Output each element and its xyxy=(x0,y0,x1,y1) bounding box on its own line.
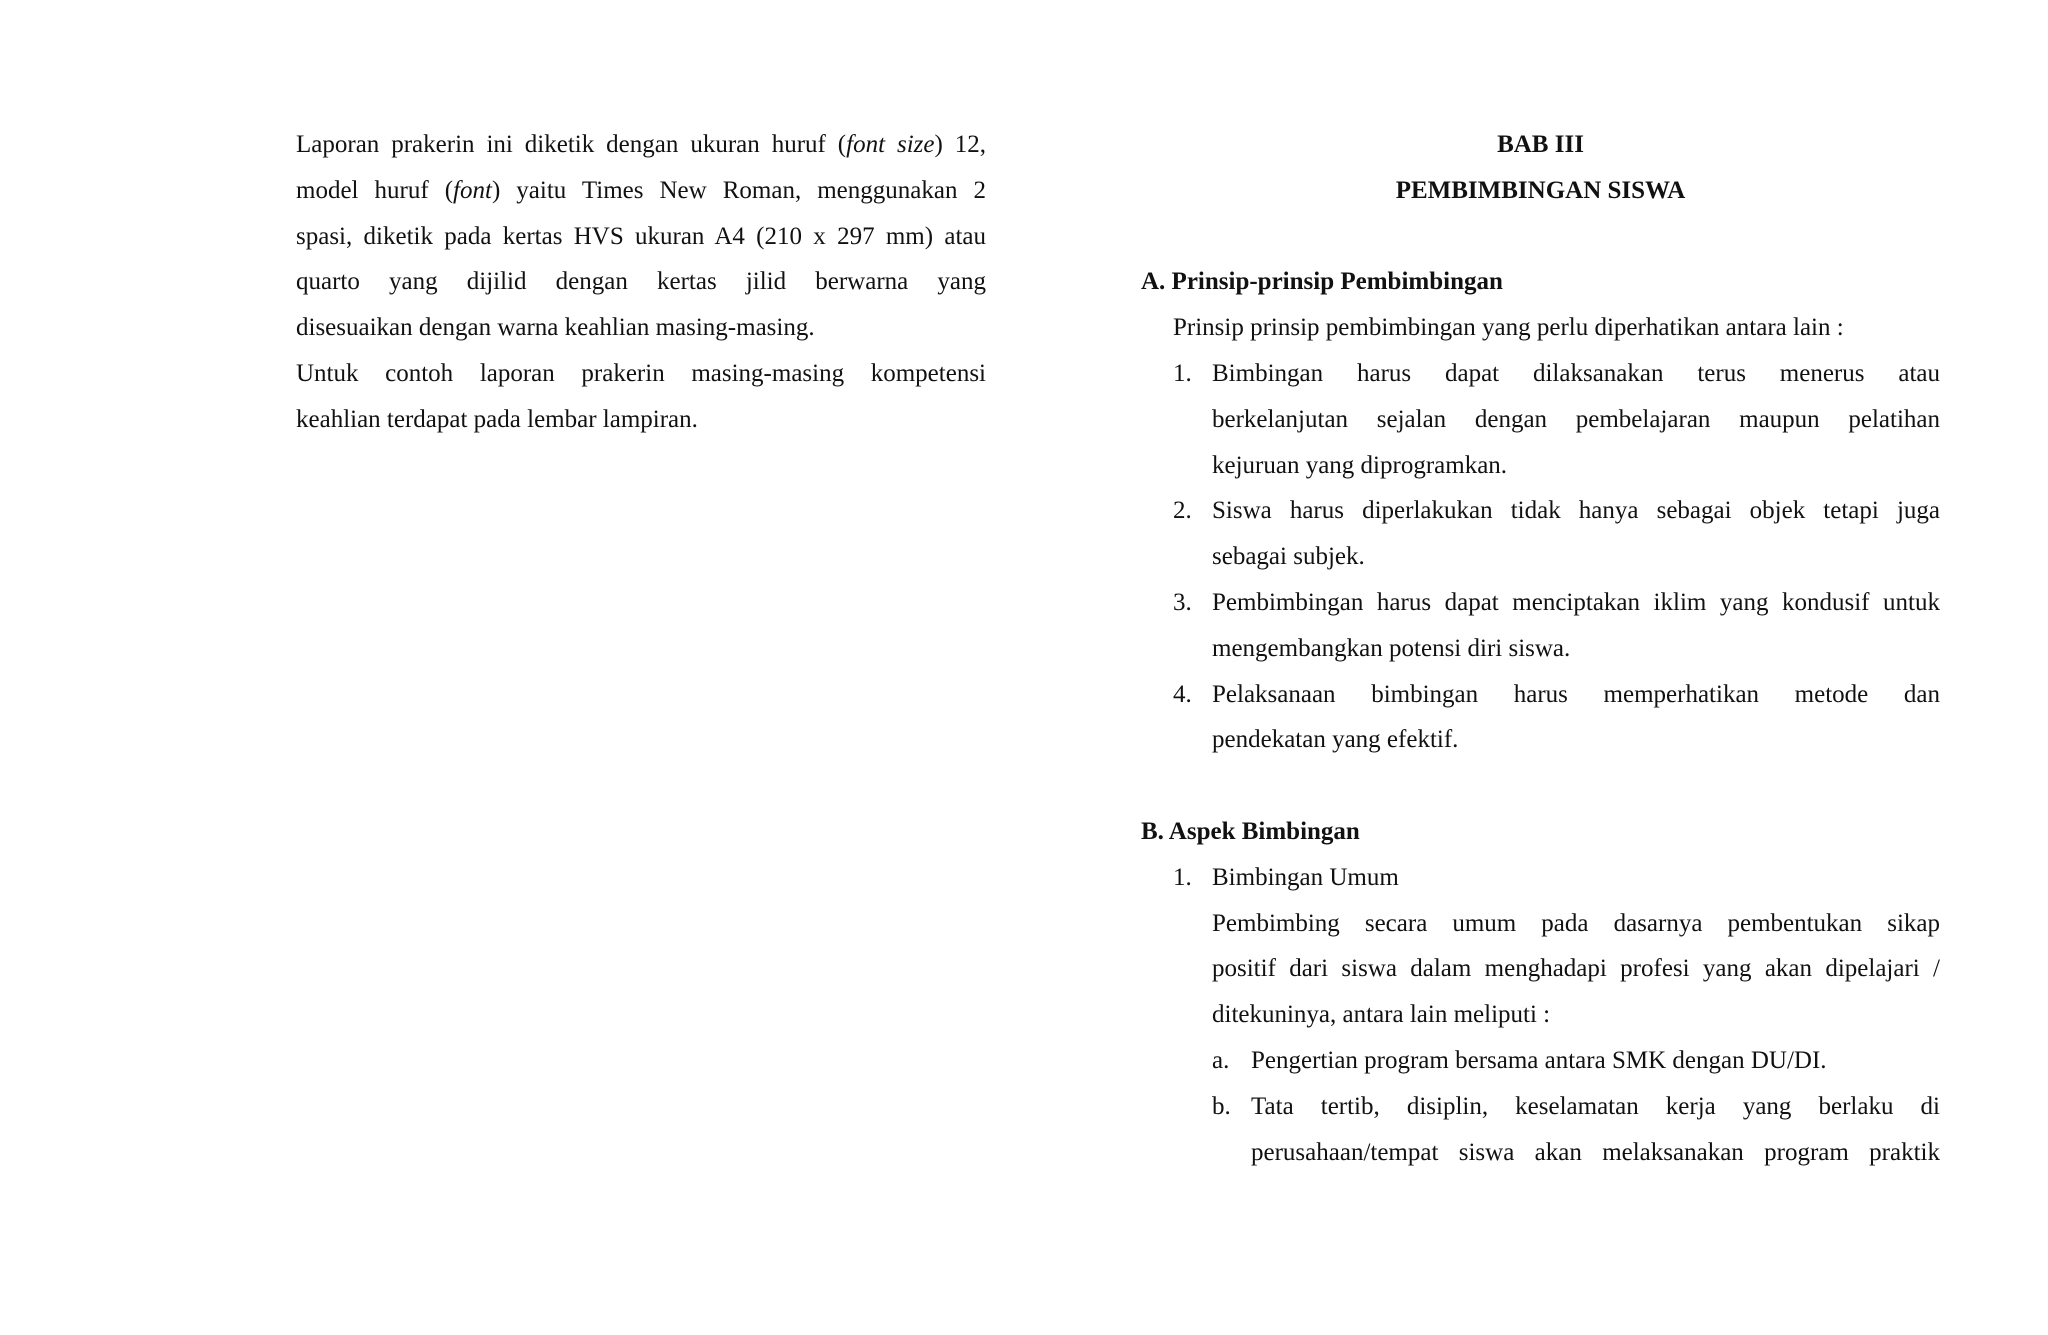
list-number: 2. xyxy=(1173,497,1192,525)
list-item xyxy=(1141,488,1940,580)
paragraph-bimbingan-umum xyxy=(1212,901,1940,1038)
list-item xyxy=(1141,351,1940,488)
list-item-title: Bimbingan Umum xyxy=(1212,863,1399,891)
list-item xyxy=(1141,580,1940,672)
section-heading-a: A. Prinsip-prinsip Pembimbingan xyxy=(1141,268,1503,296)
text-line: perusahaan/tempat siswa akan melaksanakan program praktik xyxy=(1251,1138,1940,1166)
text-line: Bimbingan harus dapat dilaksanakan terus menerus atau xyxy=(1212,359,1940,387)
text-line: sebagai subjek. xyxy=(1212,543,1365,571)
text-line: Untuk contoh laporan prakerin masing-masing kompetensi xyxy=(296,359,986,387)
text-line: Pembimbingan harus dapat menciptakan iklim yang kondusif untuk xyxy=(1212,588,1940,616)
list-number: 4. xyxy=(1173,680,1192,708)
list-item xyxy=(1141,855,1940,901)
text-line: mengembangkan potensi diri siswa. xyxy=(1212,634,1571,662)
chapter-title: PEMBIMBINGAN SISWA xyxy=(1395,176,1686,204)
text-line: spasi, diketik pada kertas HVS ukuran A4 (210 x 297 mm) atau xyxy=(296,222,986,250)
text-line: Pembimbing secara umum pada dasarnya pembentukan sikap xyxy=(1212,909,1940,937)
text-line: Pelaksanaan bimbingan harus memperhatikan metode dan xyxy=(1212,680,1940,708)
section-heading-b: B. Aspek Bimbingan xyxy=(1141,817,1360,845)
text-line: model huruf (font) yaitu Times New Roman, menggunakan 2 xyxy=(296,176,986,204)
chapter-number: BAB III xyxy=(1497,131,1584,158)
sub-list-item xyxy=(1141,1038,1940,1084)
text-line: Pengertian program bersama antara SMK dengan DU/DI. xyxy=(1251,1046,1827,1074)
list-number: 1. xyxy=(1173,359,1192,387)
spacer xyxy=(1141,763,1940,809)
text-line: Laporan prakerin ini diketik dengan ukuran huruf (font size) 12, xyxy=(296,131,986,158)
text-line: berkelanjutan sejalan dengan pembelajaran maupun pelatihan xyxy=(1212,405,1940,433)
text-line: Tata tertib, disiplin, keselamatan kerja yang berlaku di xyxy=(1251,1092,1940,1120)
text-line: kejuruan yang diprogramkan. xyxy=(1212,451,1508,479)
paragraph-example xyxy=(296,351,986,443)
sub-list-item xyxy=(1141,1084,1940,1176)
list-number: 3. xyxy=(1173,588,1192,616)
spacer xyxy=(1141,214,1940,260)
text-line: keahlian terdapat pada lembar lampiran. xyxy=(296,405,698,433)
text-line: quarto yang dijilid dengan kertas jilid berwarna yang xyxy=(296,268,986,296)
section-intro: Prinsip prinsip pembimbingan yang perlu diperhatikan antara lain : xyxy=(1173,314,1844,342)
text-line: positif dari siswa dalam menghadapi profesi yang akan dipelajari / xyxy=(1212,955,1940,983)
paragraph-format xyxy=(296,122,986,351)
text-line: pendekatan yang efektif. xyxy=(1212,726,1459,754)
text-line: Siswa harus diperlakukan tidak hanya sebagai objek tetapi juga xyxy=(1212,497,1940,525)
left-page-text xyxy=(296,122,986,443)
list-item xyxy=(1141,672,1940,764)
text-line: disesuaikan dengan warna keahlian masing-masing. xyxy=(296,314,815,342)
list-number: 1. xyxy=(1173,863,1192,891)
list-letter: a. xyxy=(1212,1046,1230,1074)
text-line: ditekuninya, antara lain meliputi : xyxy=(1212,1001,1551,1029)
right-page-text xyxy=(1141,122,1940,1175)
list-letter: b. xyxy=(1212,1092,1231,1120)
